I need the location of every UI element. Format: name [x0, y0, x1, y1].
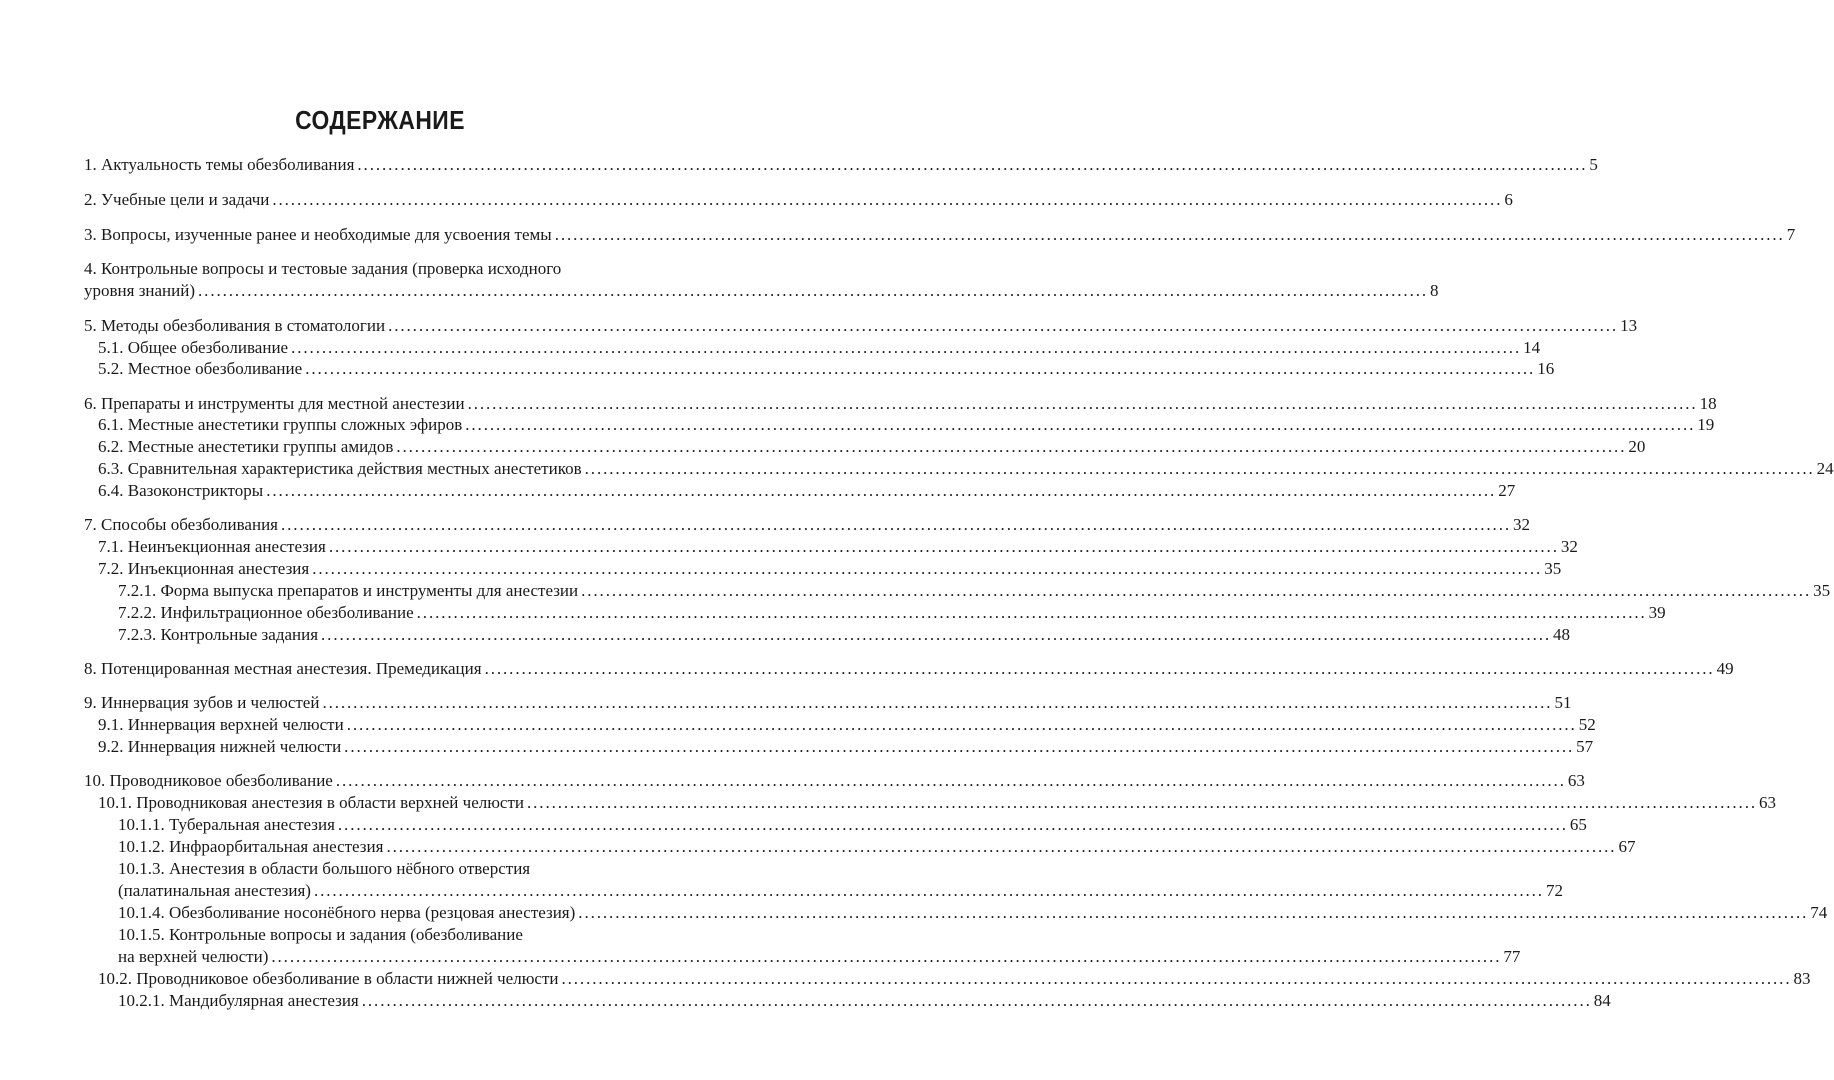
toc-leader-dots: ........................................................................................................................................................................................................: [344, 737, 1575, 756]
toc-page-number: 18: [1699, 394, 1717, 413]
toc-page-number: 63: [1567, 771, 1585, 790]
toc-leader-dots: ........................................................................................................................................................................................................: [346, 715, 1577, 734]
toc-entry[interactable]: [118, 858, 690, 880]
toc-page-number: 67: [1618, 837, 1636, 856]
toc-entry[interactable]: [84, 514, 1530, 536]
toc-entry[interactable]: [118, 946, 1521, 968]
toc-page-number: 83: [1793, 969, 1811, 988]
toc-page-number: 74: [1810, 903, 1828, 922]
toc-page-number: 65: [1569, 815, 1587, 834]
toc-leader-dots: ........................................................................................................................................................................................................: [484, 659, 1715, 678]
toc-page-number: 57: [1576, 737, 1594, 756]
toc-entry[interactable]: [84, 393, 1717, 415]
toc-entry[interactable]: [98, 480, 1516, 502]
toc-leader-dots: ........................................................................................................................................................................................................: [396, 437, 1627, 456]
toc-entry[interactable]: [118, 924, 690, 946]
toc-leader-dots: ........................................................................................................................................................................................................: [271, 947, 1502, 966]
toc-leader-dots: ........................................................................................................................................................................................................: [312, 559, 1543, 578]
toc-leader-dots: ........................................................................................................................................................................................................: [465, 415, 1696, 434]
toc-leader-dots: ........................................................................................................................................................................................................: [291, 338, 1522, 357]
toc-entry-title: 9.1. Иннервация верхней челюсти: [98, 715, 344, 734]
toc-entry-title: 4. Контрольные вопросы и тестовые задания (проверка исходного: [84, 259, 562, 278]
toc-entry[interactable]: [118, 624, 1571, 646]
toc-leader-dots: ........................................................................................................................................................................................................: [581, 581, 1812, 600]
toc-entry[interactable]: [98, 337, 1541, 359]
toc-leader-dots: ........................................................................................................................................................................................................: [337, 815, 1568, 834]
toc-page-number: 7: [1786, 225, 1796, 244]
toc-entry-title: 10.1.2. Инфраорбитальная анестезия: [118, 837, 384, 856]
toc-entry-title: 5.2. Местное обезболивание: [98, 359, 303, 378]
toc-entry-title: 7.2.3. Контрольные задания: [118, 625, 319, 644]
toc-page-number: 24: [1816, 459, 1834, 478]
toc-leader-dots: ........................................................................................................................................................................................................: [328, 537, 1559, 556]
toc-page-number: 19: [1697, 415, 1715, 434]
toc-entry-title: 7.2. Инъекционная анестезия: [98, 559, 310, 578]
toc-page-number: 48: [1553, 625, 1571, 644]
toc-entry-title: (палатинальная анестезия): [118, 881, 311, 900]
toc-entry-title: на верхней челюсти): [118, 947, 269, 966]
toc-entry-title: 3. Вопросы, изученные ранее и необходимые для усвоения темы: [84, 225, 552, 244]
toc-page-number: 16: [1537, 359, 1555, 378]
toc-entry-title: 7.2.2. Инфильтрационное обезболивание: [118, 603, 414, 622]
toc-entry-title: 10.2.1. Мандибулярная анестезия: [118, 991, 359, 1010]
toc-page-number: 32: [1560, 537, 1578, 556]
toc-page-number: 6: [1504, 190, 1513, 209]
toc-leader-dots: ........................................................................................................................................................................................................: [467, 394, 1698, 413]
toc-leader-dots: ........................................................................................................................................................................................................: [554, 225, 1785, 244]
toc-entry[interactable]: [84, 154, 1598, 176]
toc-entry[interactable]: [98, 558, 1562, 580]
toc-leader-dots: ........................................................................................................................................................................................................: [561, 969, 1792, 988]
toc-leader-dots: ........................................................................................................................................................................................................: [313, 881, 1544, 900]
toc-entry-title: 7.1. Неинъекционная анестезия: [98, 537, 326, 556]
toc-entry-title: 8. Потенцированная местная анестезия. Премедикация: [84, 659, 482, 678]
toc-leader-dots: ........................................................................................................................................................................................................: [305, 359, 1536, 378]
toc-page-number: 77: [1503, 947, 1521, 966]
toc-leader-dots: ........................................................................................................................................................................................................: [357, 155, 1588, 174]
toc-leader-dots: ........................................................................................................................................................................................................: [266, 481, 1497, 500]
toc-entry[interactable]: [84, 189, 1513, 211]
toc-entry-title: 9.2. Иннервация нижней челюсти: [98, 737, 342, 756]
toc-leader-dots: ........................................................................................................................................................................................................: [527, 793, 1757, 812]
toc-page-number: 63: [1759, 793, 1776, 812]
toc-entry-title: 6.4. Вазоконстрикторы: [98, 481, 264, 500]
toc-entry[interactable]: [98, 358, 1555, 380]
toc-entry-title: 10.2. Проводниковое обезболивание в области нижней челюсти: [98, 969, 559, 988]
toc-entry[interactable]: [84, 280, 1439, 302]
toc-leader-dots: ........................................................................................................................................................................................................: [272, 190, 1503, 209]
toc-page-number: 72: [1545, 881, 1563, 900]
toc-entry-title: 10. Проводниковое обезболивание: [84, 771, 333, 790]
toc-page-number: 13: [1620, 316, 1638, 335]
toc-leader-dots: ........................................................................................................................................................................................................: [321, 625, 1552, 644]
toc-entry[interactable]: [84, 224, 1796, 246]
toc-leader-dots: ........................................................................................................................................................................................................: [361, 991, 1592, 1010]
toc-entry[interactable]: [84, 258, 690, 280]
toc-leader-dots: ........................................................................................................................................................................................................: [584, 459, 1815, 478]
toc-entry-title: 6. Препараты и инструменты для местной анестезии: [84, 394, 465, 413]
toc-page-number: 20: [1628, 437, 1646, 456]
toc-entry-title: уровня знаний): [84, 281, 196, 300]
toc-entry[interactable]: [118, 902, 1828, 924]
toc-entry[interactable]: [118, 580, 1831, 602]
toc-page-number: 52: [1578, 715, 1596, 734]
toc-entry-title: 1. Актуальность темы обезболивания: [84, 155, 355, 174]
toc-entry[interactable]: [84, 770, 1585, 792]
toc-entry[interactable]: [118, 814, 1587, 836]
toc-leader-dots: ........................................................................................................................................................................................................: [322, 693, 1553, 712]
toc-entry-title: 10.1.3. Анестезия в области большого нёбного отверстия: [118, 859, 531, 878]
toc-page-number: 49: [1716, 659, 1734, 678]
toc-entry-title: 10.1.4. Обезболивание носонёбного нерва (резцовая анестезия): [118, 903, 576, 922]
toc-entry[interactable]: [98, 458, 1834, 480]
toc-entry[interactable]: [84, 315, 1638, 337]
toc-entry[interactable]: [98, 736, 1594, 758]
toc-entry[interactable]: [98, 536, 1578, 558]
toc-entry[interactable]: [84, 692, 1572, 714]
toc-leader-dots: ........................................................................................................................................................................................................: [198, 281, 1429, 300]
toc-page-number: 39: [1648, 603, 1666, 622]
toc-leader-dots: ........................................................................................................................................................................................................: [335, 771, 1566, 790]
toc-page-number: 35: [1544, 559, 1562, 578]
toc-page-number: 84: [1593, 991, 1611, 1010]
toc-page-number: 5: [1589, 155, 1598, 174]
toc-entry[interactable]: [118, 602, 1666, 624]
toc-entry-title: 10.1. Проводниковая анестезия в области верхней челюсти: [98, 793, 524, 812]
toc-entry[interactable]: [98, 968, 1811, 990]
toc-leader-dots: ........................................................................................................................................................................................................: [416, 603, 1647, 622]
toc-entry[interactable]: [84, 658, 1734, 680]
toc-entry-title: 6.3. Сравнительная характеристика действия местных анестетиков: [98, 459, 582, 478]
toc-entry-title: 6.1. Местные анестетики группы сложных эфиров: [98, 415, 463, 434]
toc-entry[interactable]: [98, 792, 1776, 814]
toc-leader-dots: ........................................................................................................................................................................................................: [578, 903, 1809, 922]
toc-page-number: 51: [1554, 693, 1572, 712]
toc-entry[interactable]: [118, 836, 1636, 858]
toc-entry-title: 7.2.1. Форма выпуска препаратов и инструменты для анестезии: [118, 581, 579, 600]
toc-entry-title: 7. Способы обезболивания: [84, 515, 278, 534]
toc-page-number: 35: [1813, 581, 1831, 600]
toc-entry[interactable]: [98, 414, 1715, 436]
toc-leader-dots: ........................................................................................................................................................................................................: [388, 316, 1619, 335]
toc-page-number: 8: [1430, 281, 1439, 300]
toc-page-number: 32: [1513, 515, 1530, 534]
toc-entry[interactable]: [98, 436, 1646, 458]
toc-entry-title: 6.2. Местные анестетики группы амидов: [98, 437, 394, 456]
toc-entry-title: 5.1. Общее обезболивание: [98, 338, 289, 357]
toc-entry[interactable]: [98, 714, 1596, 736]
toc-entry[interactable]: [118, 880, 1563, 902]
toc-leader-dots: ........................................................................................................................................................................................................: [386, 837, 1617, 856]
page-title: СОДЕРЖАНИЕ: [295, 105, 465, 135]
toc-entry-title: 5. Методы обезболивания в стоматологии: [84, 316, 386, 335]
toc-entry-title: 10.1.1. Туберальная анестезия: [118, 815, 335, 834]
toc-entry[interactable]: [118, 990, 1611, 1012]
toc-entry-title: 9. Иннервация зубов и челюстей: [84, 693, 320, 712]
toc-entry-title: 2. Учебные цели и задачи: [84, 190, 270, 209]
toc-leader-dots: ........................................................................................................................................................................................................: [281, 515, 1511, 534]
toc-page-number: 27: [1498, 481, 1516, 500]
toc-entry-title: 10.1.5. Контрольные вопросы и задания (обезболивание: [118, 925, 523, 944]
toc-page-number: 14: [1523, 338, 1541, 357]
